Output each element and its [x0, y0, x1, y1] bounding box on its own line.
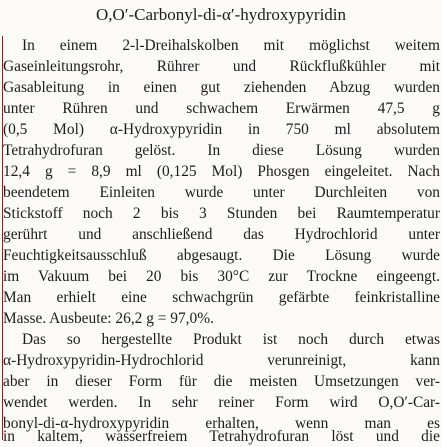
text-line: Stickstoff noch 2 bis 3 Stunden bei Raumtemperatur	[3, 205, 440, 222]
text-line: Man erhielt eine schwachgrün gefärbte feinkristalline	[3, 289, 440, 306]
text-line: Masse. Ausbeute: 26,2 g = 97,0%.	[3, 310, 214, 327]
text-line: 12,4 g = 8,9 ml (0,125 Mol) Phosgen eingeleitet. Nach	[3, 163, 440, 180]
text-line: α-Hydroxypyridin-Hydrochlorid verunreinigt, kann	[3, 352, 440, 369]
text-line: aber in dieser Form für die meisten Umsetzungen ver-	[3, 373, 440, 390]
text-line: in kaltem, wasserfreiem Tetrahydrofuran löst und die	[3, 428, 440, 445]
text-line: beendetem Einleiten wurde unter Durchleiten von	[3, 184, 440, 201]
text-line: im Vakuum bei 20 bis 30°C zur Trockne eingeengt.	[3, 268, 440, 285]
text-line: gerührt und anschließend das Hydrochlorid unter	[3, 226, 440, 243]
text-line: wendet werden. In sehr reiner Form wird O,O′-Car-	[3, 394, 440, 411]
text-line: Gaseinleitungsrohr, Rührer und Rückflußkühler mit	[3, 58, 440, 75]
text-line: bonyl-di-α-hydroxypyridin erhalten, wenn man es	[3, 415, 440, 432]
text-line: unter Rühren und schwachem Erwärmen 47,5 g	[3, 100, 440, 117]
text-line: (0,5 Mol) α-Hydroxypyridin in 750 ml absolutem	[3, 121, 440, 138]
text-line: Feuchtigkeitsausschluß abgesaugt. Die Lösung wurde	[3, 247, 440, 264]
text-line: Gasableitung in einen gut ziehenden Abzug wurden	[3, 79, 440, 96]
text-line: In einem 2-l-Dreihalskolben mit möglichst weitem	[22, 37, 440, 54]
document-title: O,O′-Carbonyl-di-α′-hydroxypyridin	[95, 5, 347, 24]
text-line: Das so hergestellte Produkt ist noch durch etwas	[22, 331, 440, 348]
text-line: Tetrahydrofuran gelöst. In diese Lösung wurden	[3, 142, 440, 159]
